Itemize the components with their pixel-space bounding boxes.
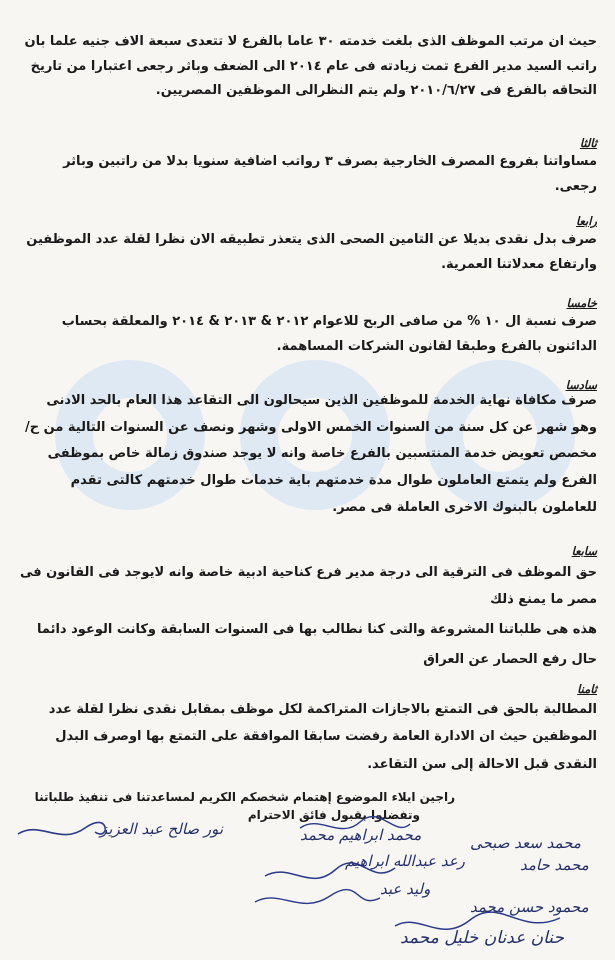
heading-fifth: خامسا (566, 296, 597, 310)
signature-7: محمود حسن محمد (470, 898, 589, 916)
paragraph-sixth: صرف مكافاة نهاية الخدمة للموظفين الذين سيحالون الى التقاعد هذا العام بالحد الادنى وهو شهر عن كل سنة من السنوات الخمس الاولى وشهر ونصف عن السنوات التالية من ح/ مخصص تعويض خدمة المنتسبين بالفرع خاصة وانه لا يوجد صندوق زمالة خاص بموظفى الفرع ولم يتمتع العاملون طوال مدة خدمتهم باية خدمات طوال خدمتهم كالتى تقدم للعاملون بالبنوك الاخرى العاملة فى مصر. (24, 393, 597, 515)
signature-6: وليد عبد (380, 880, 431, 898)
signatures-area (0, 812, 615, 960)
heading-third: ثالثا (579, 136, 597, 150)
signature-8: حنان عدنان خليل محمد (400, 928, 564, 948)
signature-2: محمد ابراهيم محمد (300, 826, 422, 844)
paragraph-eighth: المطالبة بالحق فى التمتع بالاجازات المتراكمة لكل موظف بمقابل نقدى نظرا لقلة عدد الموظفين حيث ان الادارة العامة رفضت سابقا الموافقة على التمتع بها اوصرف البدل النقدى قبل الاحالة إلى سن التقاعد. (48, 702, 597, 772)
paragraph-fifth: صرف نسبة ال ١٠ % من صافى الربح للاعوام ٢٠١٢ & ٢٠١٣ & ٢٠١٤ والمعلقة بحساب الدائنون بالفرع وطبقا لقانون الشركات المساهمة. (61, 314, 597, 354)
signature-5: محمد حامد (520, 856, 589, 874)
paragraph-seventh-b: هذه هى طلباتنا المشروعة والتى كنا نطالب بها فى السنوات السابقة وكانت الوعود دائما حال رفع الحصار عن العراق (37, 622, 597, 667)
heading-fourth: رابعا (575, 214, 597, 228)
closing-line-2: وتفضلوا بقبول فائق الاحترام (247, 808, 420, 822)
heading-seventh: سابعا (571, 544, 597, 558)
paragraph-intro: حيث ان مرتب الموظف الذى بلغت خدمته ٣٠ عاما بالفرع لا تتعدى سبعة الاف جنيه علما بان راتب السيد مدير الفرع تمت زيادته فى عام ٢٠١٤ الى الضعف وباثر رجعى اعتبارا من تاريخ التحاقه بالفرع فى ٢٠١٠/٦/٢٧ ولم يتم النظرالى الموظفين المصريين. (24, 34, 597, 99)
paragraph-seventh-a: حق الموظف فى الترقية الى درجة مدير فرع كناحية ادبية خاصة وانه لايوجد فى القانون فى مصر ما يمنع ذلك (19, 565, 597, 607)
signature-3: محمد سعد صبحى (470, 834, 581, 852)
paragraph-fourth: صرف بدل نقدى بديلا عن التامين الصحى الذى يتعذر تطبيقه الان نظرا لقلة عدد الموظفين وارتفاع معدلاتنا العمرية. (26, 232, 597, 272)
signature-1: نور صالح عبد العزيز (100, 820, 224, 838)
closing-line-1: راجين ايلاء الموضوع إهتمام شخصكم الكريم لمساعدتنا فى تنفيذ طلباتنا (34, 790, 455, 804)
heading-eighth: ثامنا (577, 682, 597, 696)
heading-sixth: سادسا (565, 378, 597, 392)
signature-4: رعد عبدالله ابراهيم (345, 852, 465, 870)
paragraph-third: مساواتنا بفروع المصرف الخارجية بصرف ٣ رواتب اضافية سنويا بدلا من راتبين وباثر رجعى. (63, 154, 597, 194)
